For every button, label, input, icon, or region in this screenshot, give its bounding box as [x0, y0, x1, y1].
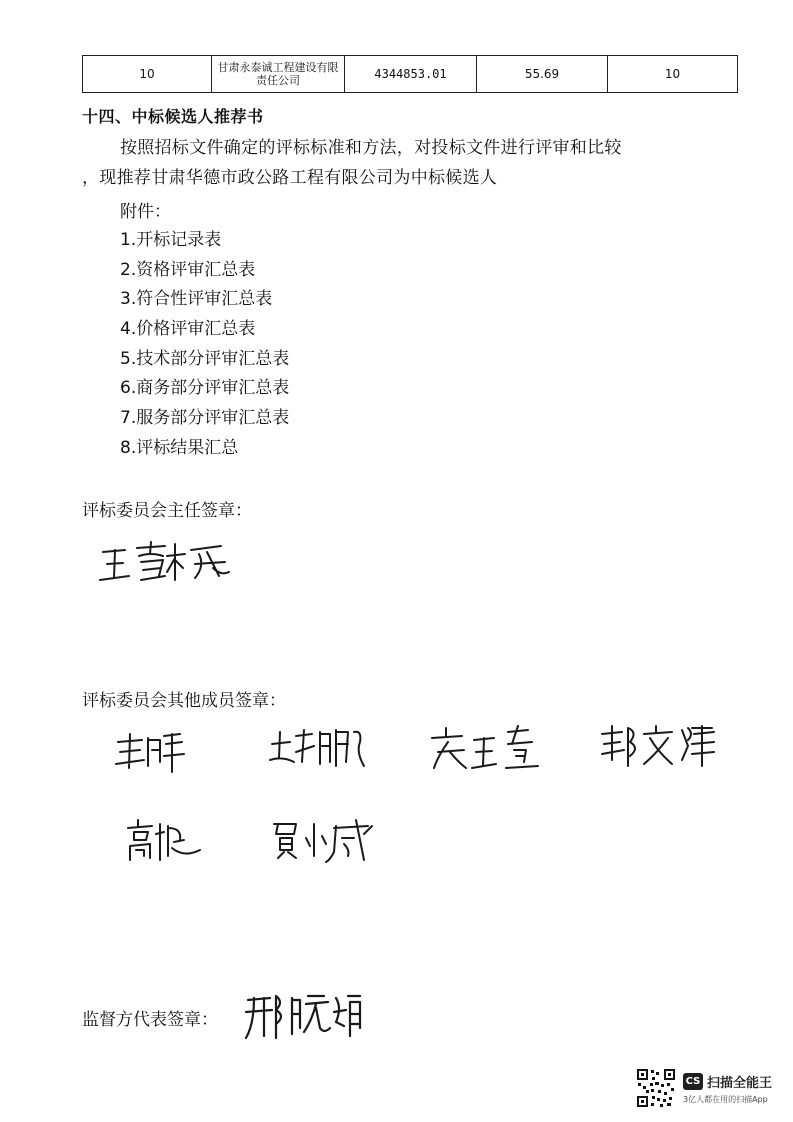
chair-signature [95, 536, 235, 586]
section-title: 十四、中标候选人推荐书 [82, 107, 264, 126]
recommendation-paragraph-line1: 按照招标文件确定的评标标准和方法，对投标文件进行评审和比较 [120, 138, 622, 158]
member-signature-6 [268, 816, 378, 866]
list-item: 1.开标记录表 [120, 230, 222, 250]
company-cell: 甘肃永泰诚工程建设有限责任公司 [212, 56, 345, 93]
attachments-list [120, 226, 289, 464]
member-signature-1 [112, 728, 187, 778]
list-item: 5.技术部分评审汇总表 [120, 348, 290, 369]
score-table [82, 55, 738, 93]
list-item: 3.符合性评审汇总表 [120, 289, 273, 310]
chair-signature-label: 评标委员会主任签章： [82, 501, 252, 521]
list-item: 7.服务部分评审汇总表 [120, 408, 290, 429]
member-signature-3 [428, 722, 543, 777]
supervisor-signature [240, 988, 365, 1048]
member-signature-4 [598, 720, 723, 775]
list-item: 8.评标结果汇总 [120, 437, 239, 458]
final-rank-cell: 10 [608, 56, 738, 93]
members-signature-label: 评标委员会其他成员签章： [82, 691, 286, 711]
table-row [83, 56, 738, 93]
cs-badge-icon: CS [683, 1073, 703, 1090]
list-item: 2.资格评审汇总表 [120, 259, 256, 280]
supervisor-signature-label: 监督方代表签章： [82, 1010, 218, 1030]
rank-cell: 10 [83, 56, 212, 93]
score-cell: 55.69 [477, 56, 608, 93]
price-cell: 4344853.01 [345, 56, 477, 93]
member-signature-5 [124, 816, 209, 866]
qr-code-icon [636, 1068, 676, 1112]
recommendation-paragraph-line2: ，现推荐甘肃华德市政公路工程有限公司为中标候选人 [82, 168, 498, 188]
list-item: 4.价格评审汇总表 [120, 319, 256, 340]
attachments-heading: 附件： [120, 202, 171, 222]
member-signature-2 [266, 722, 371, 777]
list-item: 6.商务部分评审汇总表 [120, 378, 290, 399]
scanner-app-name: 扫描全能王 [707, 1076, 773, 1091]
scanner-app-slogan: 3亿人都在用的扫描App [683, 1095, 768, 1104]
